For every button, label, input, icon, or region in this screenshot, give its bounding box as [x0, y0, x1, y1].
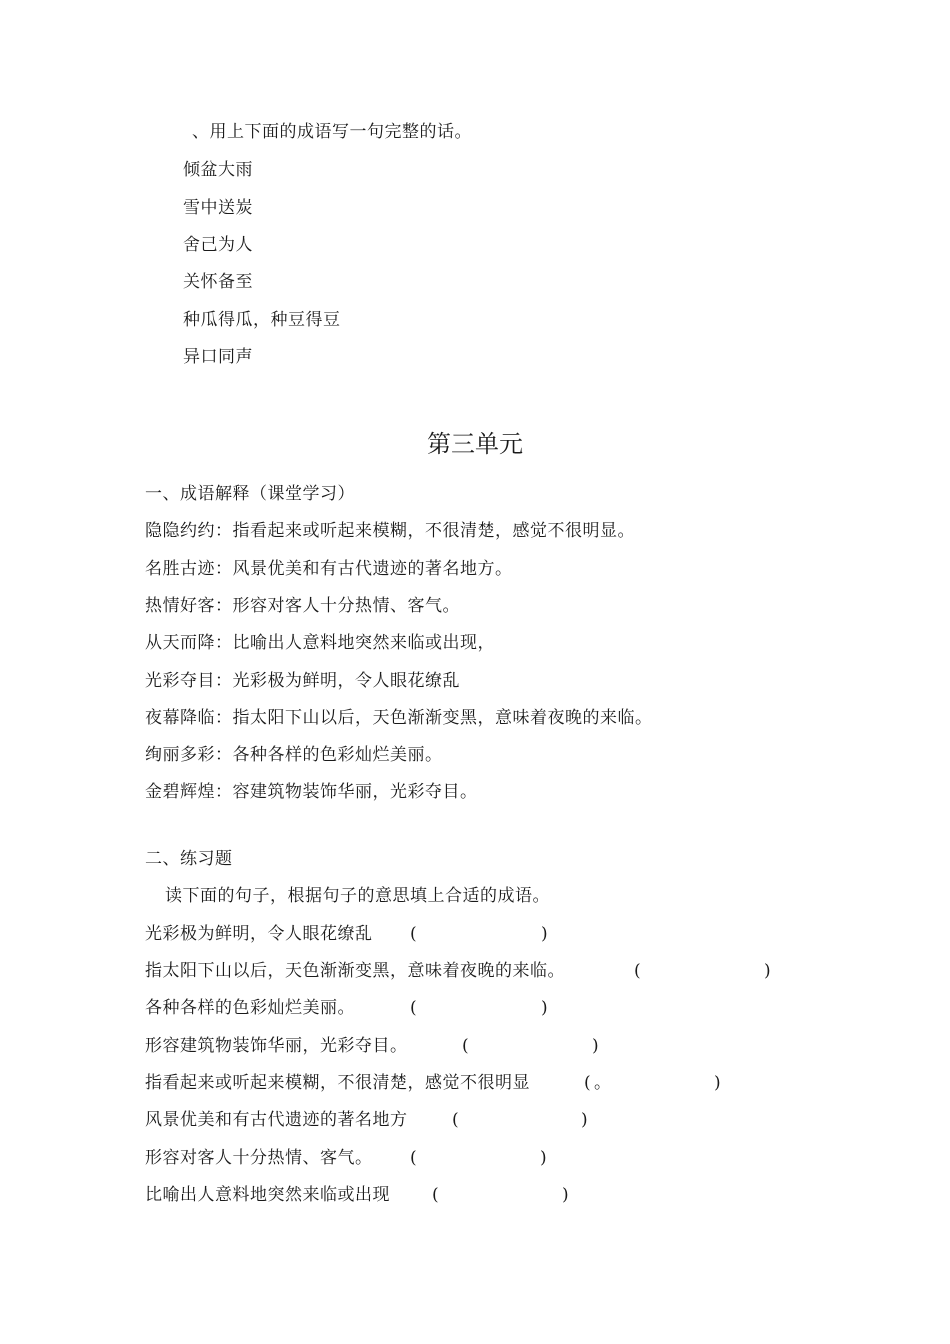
open-paren: (: [462, 1036, 469, 1056]
instruction-text: 、用上下面的成语写一句完整的话。: [192, 122, 472, 142]
idiom-item: 种瓜得瓜，种豆得豆: [183, 310, 341, 330]
definition-item: 隐隐约约：指看起来或听起来模糊，不很清楚，感觉不很明显。: [145, 521, 635, 541]
close-paren: ): [541, 924, 548, 944]
open-paren: (: [634, 961, 641, 981]
open-paren: (: [432, 1185, 439, 1205]
idiom-item: 异口同声: [183, 347, 253, 367]
open-paren: (: [452, 1110, 459, 1130]
exercise-text: 比喻出人意料地突然来临或出现: [145, 1185, 390, 1205]
definition-item: 光彩夺目：光彩极为鲜明，令人眼花缭乱: [145, 671, 460, 691]
close-paren: ): [592, 1036, 599, 1056]
open-paren: (: [584, 1073, 591, 1093]
definition-item: 绚丽多彩：各种各样的色彩灿烂美丽。: [145, 745, 443, 765]
exercise-text: 各种各样的色彩灿烂美丽。: [145, 998, 355, 1018]
close-paren: ): [764, 961, 771, 981]
definition-item: 热情好客：形容对客人十分热情、客气。: [145, 596, 460, 616]
close-paren: ): [562, 1185, 569, 1205]
exercise-text: 形容建筑物装饰华丽，光彩夺目。: [145, 1036, 408, 1056]
section-heading: 二、练习题: [145, 849, 233, 869]
idiom-item: 倾盆大雨: [183, 160, 253, 180]
close-paren: ): [541, 998, 548, 1018]
section-heading: 一、成语解释（课堂学习）: [145, 484, 355, 504]
idiom-item: 雪中送炭: [183, 198, 253, 218]
open-paren: (: [410, 998, 417, 1018]
unit-title: 第三单元: [427, 430, 523, 458]
close-paren: ): [581, 1110, 588, 1130]
definition-item: 金碧辉煌：容建筑物装饰华丽，光彩夺目。: [145, 782, 478, 802]
exercise-text: 指太阳下山以后，天色渐渐变黑，意味着夜晚的来临。: [145, 961, 565, 981]
idiom-item: 舍己为人: [183, 235, 253, 255]
open-paren: (: [410, 924, 417, 944]
exercise-text: 风景优美和有古代遗迹的著名地方: [145, 1110, 408, 1130]
definition-item: 夜幕降临：指太阳下山以后，天色渐渐变黑，意味着夜晚的来临。: [145, 708, 653, 728]
definition-item: 名胜古迹：风景优美和有古代遗迹的著名地方。: [145, 559, 513, 579]
exercise-instruction: 读下面的句子，根据句子的意思填上合适的成语。: [165, 886, 550, 906]
open-paren: (: [410, 1148, 417, 1168]
exercise-text: 指看起来或听起来模糊，不很清楚，感觉不很明显: [145, 1073, 530, 1093]
exercise-text: 形容对客人十分热情、客气。: [145, 1148, 373, 1168]
period-glyph: 。: [594, 1073, 612, 1093]
definition-item: 从天而降：比喻出人意料地突然来临或出现，: [145, 633, 495, 653]
close-paren: ): [540, 1148, 547, 1168]
close-paren: ): [714, 1073, 721, 1093]
exercise-text: 光彩极为鲜明，令人眼花缭乱: [145, 924, 373, 944]
idiom-item: 关怀备至: [183, 272, 253, 292]
